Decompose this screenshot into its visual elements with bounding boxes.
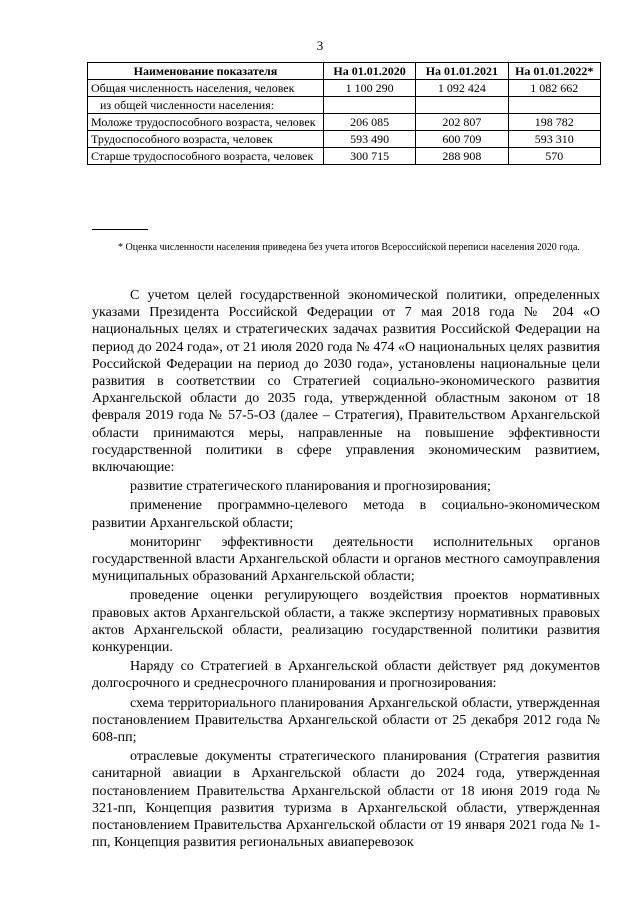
- paragraph: отраслевые документы стратегического планирования (Стратегия развития санитарной авиации в Архангельской области до 2024 года, утвержденная постановлением Правительства Архангельской области от 18 июня 2019 года № 321-пп, Концепция развития туризма в Архангельской области, утвержденная постановлением Правительства Архангельской области от 19 января 2021 года № 1-пп, Концепция развития региональных авиаперевозок: [92, 749, 600, 851]
- row-label: Старше трудоспособного возраста, человек: [88, 148, 324, 165]
- row-value-2020: 206 085: [323, 114, 415, 131]
- paragraph: С учетом целей государственной экономической политики, определенных указами Президента Российской Федерации от 7 мая 2018 года № 204 «О национальных целях и стратегических задачах развития Российской Федерации на период до 2024 года», от 21 июля 2020 года № 474 «О национальных целях развития Российской Федерации на период до 2030 года», установлены национальные цели развития в соответствии со Стратегией социально-экономического развития Архангельской области до 2035 года, утвержденной областным законом от 18 февраля 2019 года № 57-5-ОЗ (далее – Стратегия), Правительством Архангельской области принимаются меры, направленные на повышение эффективности государственной политики в сфере управления экономическим развитием, включающие:: [92, 288, 600, 476]
- row-label: Моложе трудоспособного возраста, человек: [88, 114, 324, 131]
- row-label: Трудоспособного возраста, человек: [88, 131, 324, 148]
- paragraph: проведение оценки регулирующего воздействия проектов нормативных правовых актов Архангельской области, а также экспертизу нормативных правовых актов Архангельской области, реализацию государственной политики развития конкуренции.: [92, 588, 600, 656]
- table-header-row: [88, 63, 601, 80]
- table-row: [88, 131, 601, 148]
- row-value-2021: 600 709: [416, 131, 508, 148]
- row-value-2021: [416, 97, 508, 114]
- table-row: [88, 97, 601, 114]
- paragraph: схема территориального планирования Архангельской области, утвержденная постановлением Правительства Архангельской области от 25 декабря 2012 года № 608-пп;: [92, 695, 600, 746]
- header-2022: На 01.01.2022*: [508, 63, 600, 80]
- paragraph: развитие стратегического планирования и прогнозирования;: [130, 479, 491, 495]
- footnote: * Оценка численности населения приведена без учета итогов Всероссийской переписи населения 2020 года.: [118, 242, 580, 253]
- header-2021: На 01.01.2021: [416, 63, 508, 80]
- table-row: [88, 114, 601, 131]
- header-indicator-name: Наименование показателя: [88, 63, 324, 80]
- population-table: [87, 62, 601, 165]
- row-value-2021: 288 908: [416, 148, 508, 165]
- row-value-2022: [508, 97, 600, 114]
- header-2020: На 01.01.2020: [323, 63, 415, 80]
- paragraph: мониторинг эффективности деятельности исполнительных органов государственной власти Архангельской области и органов местного самоуправления муниципальных образований Архангельской области;: [92, 534, 600, 585]
- row-value-2022: 198 782: [508, 114, 600, 131]
- table-row: [88, 148, 601, 165]
- row-value-2020: 1 100 290: [323, 80, 415, 97]
- paragraph: применение программно-целевого метода в социально-экономическом развитии Архангельской области;: [92, 498, 600, 531]
- page-number: 3: [316, 38, 324, 53]
- row-value-2021: 202 807: [416, 114, 508, 131]
- row-label: Общая численность населения, человек: [88, 80, 324, 97]
- row-label: из общей численности населения:: [88, 97, 324, 114]
- row-value-2022: 593 310: [508, 131, 600, 148]
- row-value-2022: 570: [508, 148, 600, 165]
- row-value-2020: 300 715: [323, 148, 415, 165]
- footnote-separator: [92, 229, 148, 230]
- paragraph: Наряду со Стратегией в Архангельской области действует ряд документов долгосрочного и среднесрочного планирования и прогнозирования:: [92, 659, 600, 692]
- table-row: [88, 80, 601, 97]
- body-text: [92, 287, 600, 854]
- row-value-2022: 1 082 662: [508, 80, 600, 97]
- row-value-2021: 1 092 424: [416, 80, 508, 97]
- row-value-2020: 593 490: [323, 131, 415, 148]
- row-value-2020: [323, 97, 415, 114]
